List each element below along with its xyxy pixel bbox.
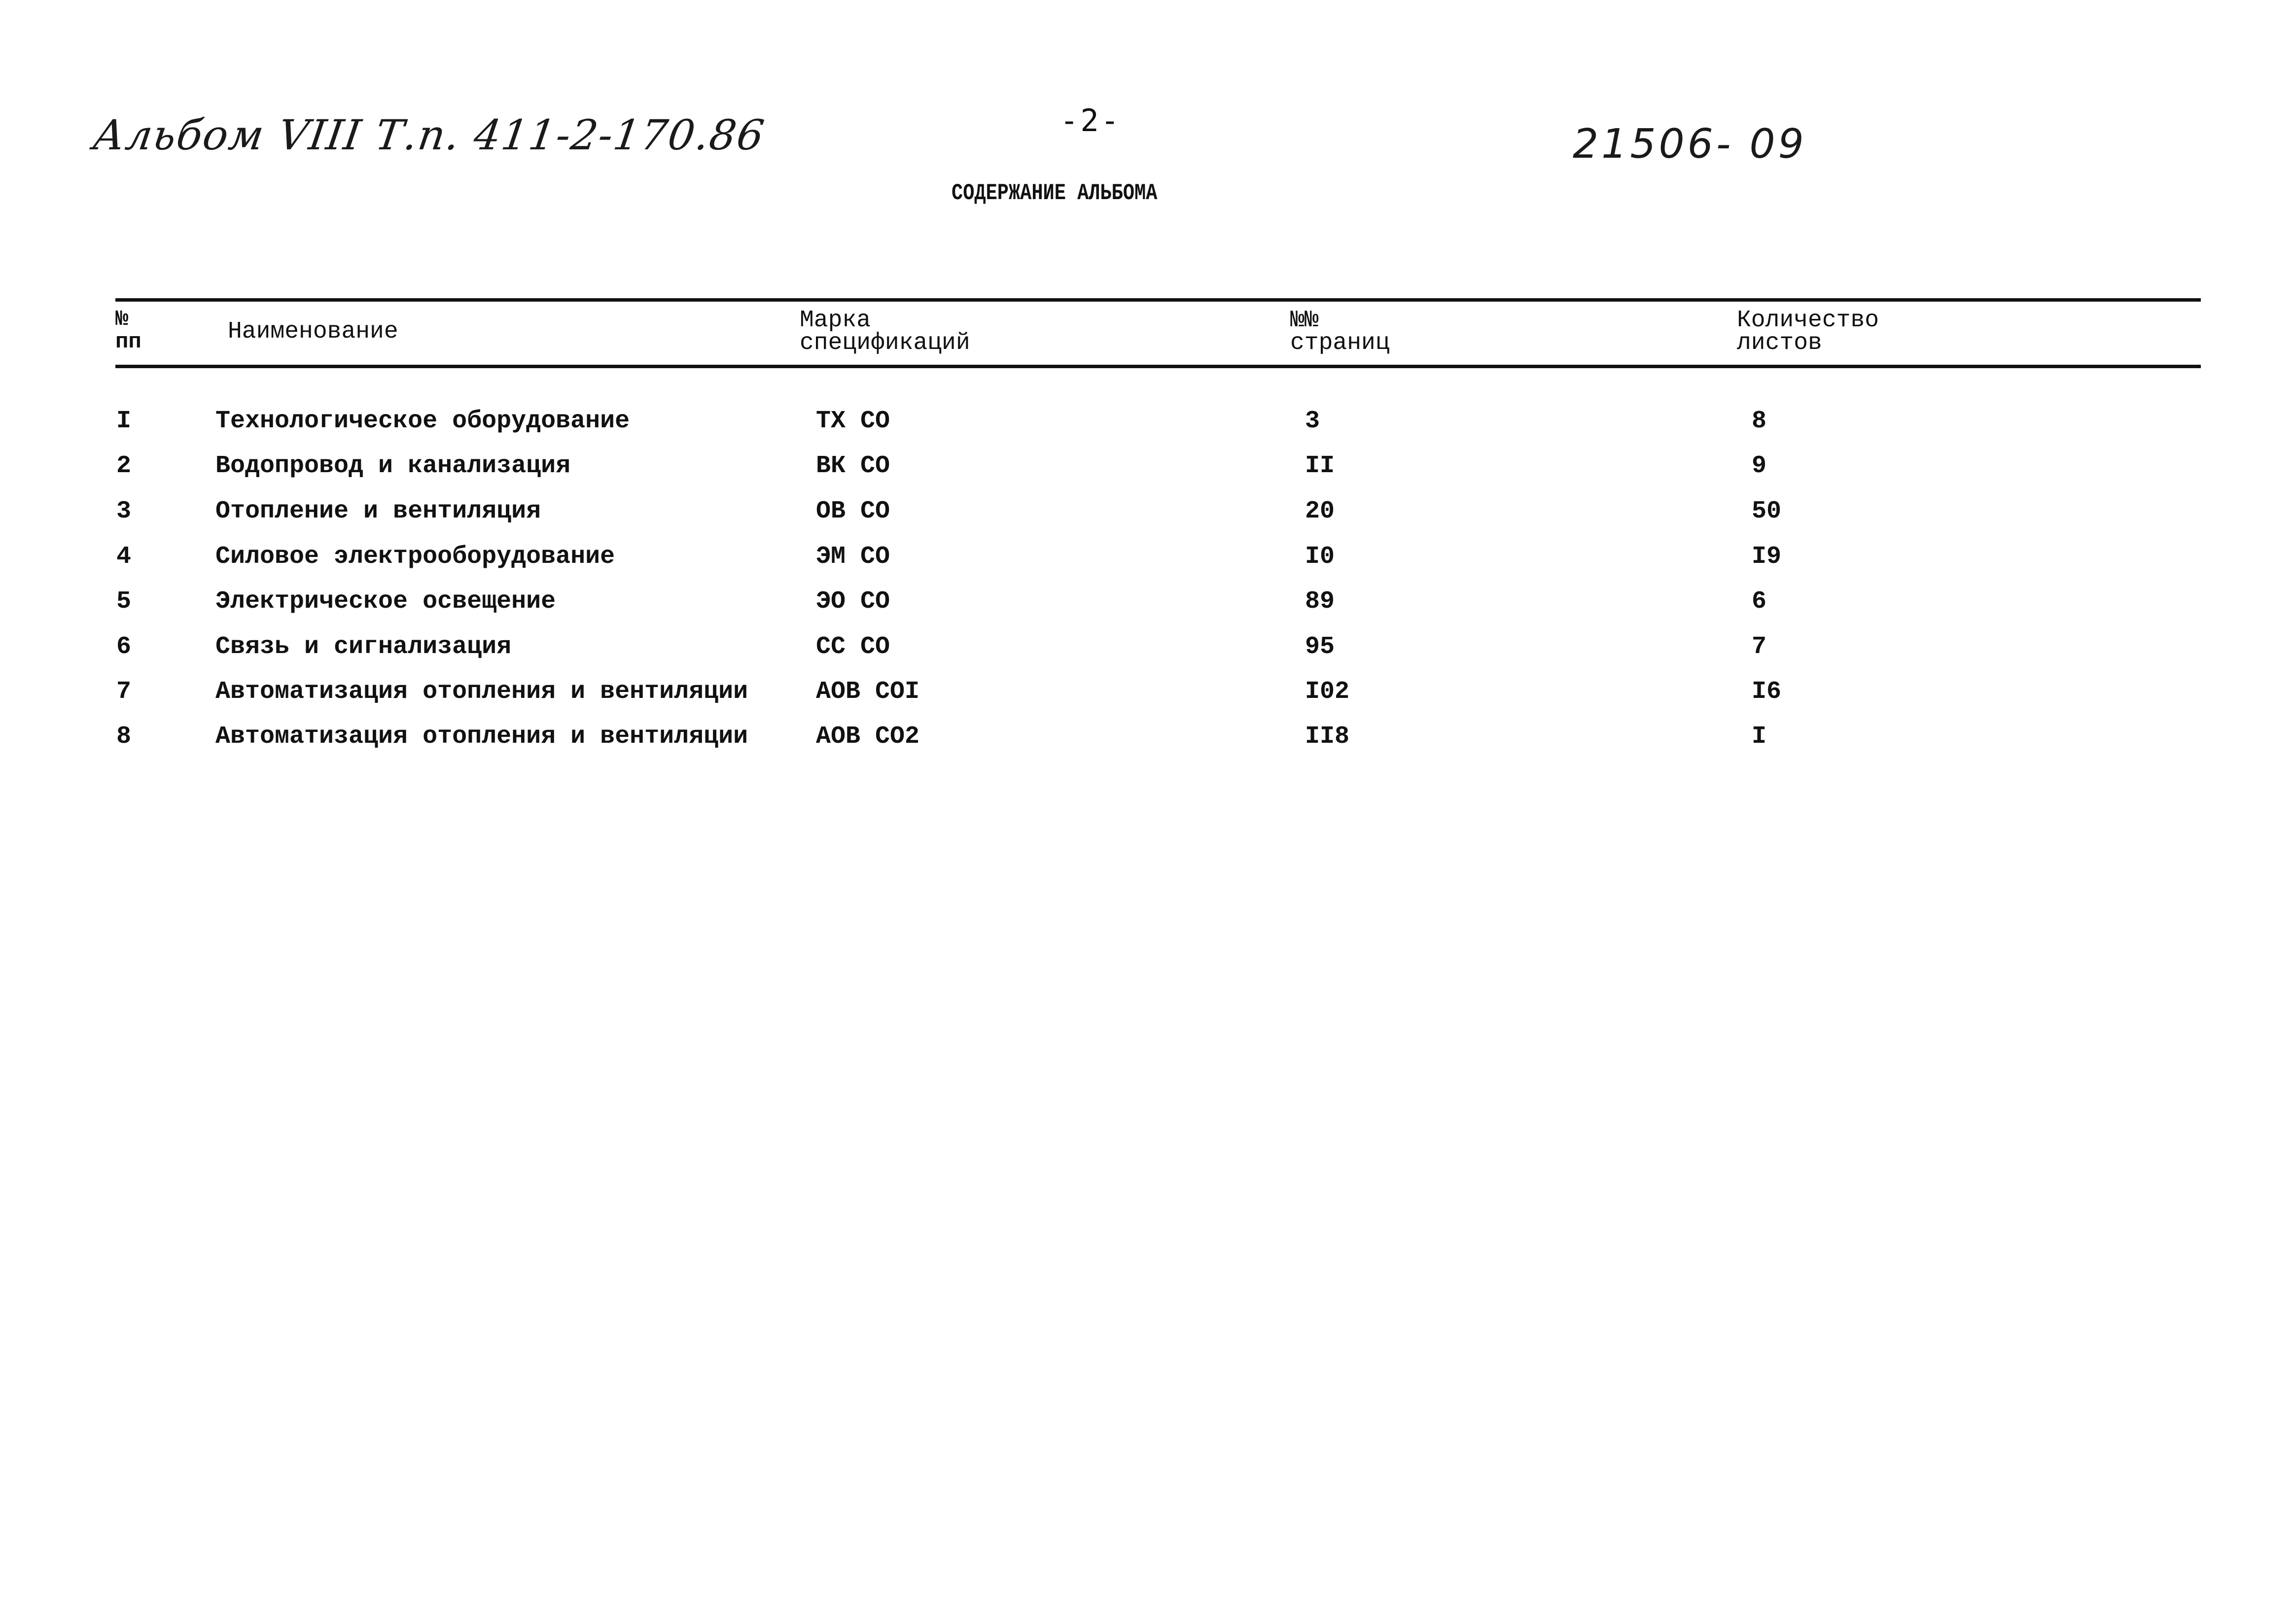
row-page: 89	[1305, 587, 1335, 616]
row-mark: АОВ СОI	[816, 678, 920, 706]
column-header-pages-line2: страниц	[1290, 330, 1390, 356]
document-title: СОДЕРЖАНИЕ АЛЬБОМА	[952, 180, 1158, 206]
row-sheets: 7	[1752, 633, 1767, 661]
row-number: 5	[116, 587, 132, 616]
row-page: II	[1305, 452, 1335, 480]
row-sheets: I6	[1752, 678, 1782, 706]
row-mark: ВК СО	[816, 452, 890, 480]
row-sheets: 6	[1752, 587, 1767, 616]
table-row	[0, 633, 2294, 672]
row-name: Водопровод и канализация	[215, 452, 571, 480]
column-header-mark-line2: спецификаций	[800, 330, 970, 356]
document-number-handwritten: 21506- 09	[1573, 121, 1807, 168]
row-sheets: 50	[1752, 497, 1782, 525]
album-mark-handwritten: Альбом VIII Т.п. 411-2-170.86	[90, 111, 768, 159]
row-number: 8	[116, 723, 132, 751]
row-name: Отопление и вентиляция	[215, 497, 541, 525]
column-header-pages	[1290, 309, 1390, 354]
row-page: I02	[1305, 678, 1350, 706]
row-mark: ЭМ СО	[816, 543, 890, 571]
column-header-number-line2: пп	[115, 330, 141, 354]
column-header-number	[115, 308, 141, 353]
row-number: 3	[116, 497, 132, 525]
row-mark: СС СО	[816, 633, 890, 661]
row-page: 95	[1305, 633, 1335, 661]
column-header-mark-line1: Марка	[800, 307, 871, 334]
column-header-sheets-line1: Количество	[1737, 307, 1879, 334]
row-sheets: I	[1752, 723, 1767, 751]
row-number: I	[116, 407, 132, 435]
column-header-mark	[800, 309, 970, 354]
row-page: I0	[1305, 543, 1335, 571]
row-sheets: I9	[1752, 543, 1782, 571]
table-top-rule	[115, 298, 2201, 302]
row-page: 20	[1305, 497, 1335, 525]
table-row	[0, 723, 2294, 762]
column-header-name	[228, 320, 398, 343]
row-number: 2	[116, 452, 132, 480]
row-name: Электрическое освещение	[215, 587, 556, 616]
row-page: 3	[1305, 407, 1320, 435]
row-mark: ОВ СО	[816, 497, 890, 525]
row-number: 6	[116, 633, 132, 661]
table-row	[0, 543, 2294, 582]
row-sheets: 9	[1752, 452, 1767, 480]
row-mark: ЭО СО	[816, 587, 890, 616]
row-name: Силовое электрооборудование	[215, 543, 615, 571]
row-name: Технологическое оборудование	[215, 407, 630, 435]
table-row	[0, 587, 2294, 627]
column-header-number-line1: №	[115, 307, 129, 332]
table-row	[0, 497, 2294, 537]
row-sheets: 8	[1752, 407, 1767, 435]
row-name: Автоматизация отопления и вентиляции	[215, 723, 748, 751]
row-mark: ТХ СО	[816, 407, 890, 435]
row-number: 4	[116, 543, 132, 571]
column-header-sheets	[1737, 309, 1879, 354]
page-number: -2-	[1060, 103, 1121, 138]
row-page: II8	[1305, 723, 1350, 751]
row-name: Связь и сигнализация	[215, 633, 512, 661]
table-header-rule	[115, 365, 2201, 368]
row-number: 7	[116, 678, 132, 706]
table-row	[0, 678, 2294, 717]
column-header-pages-line1: №№	[1290, 307, 1319, 334]
table-row	[0, 407, 2294, 447]
table-row	[0, 452, 2294, 491]
row-mark: АОВ СО2	[816, 723, 920, 751]
column-header-sheets-line2: листов	[1737, 330, 1822, 356]
column-header-name-line1: Наименование	[228, 318, 398, 345]
row-name: Автоматизация отопления и вентиляции	[215, 678, 748, 706]
